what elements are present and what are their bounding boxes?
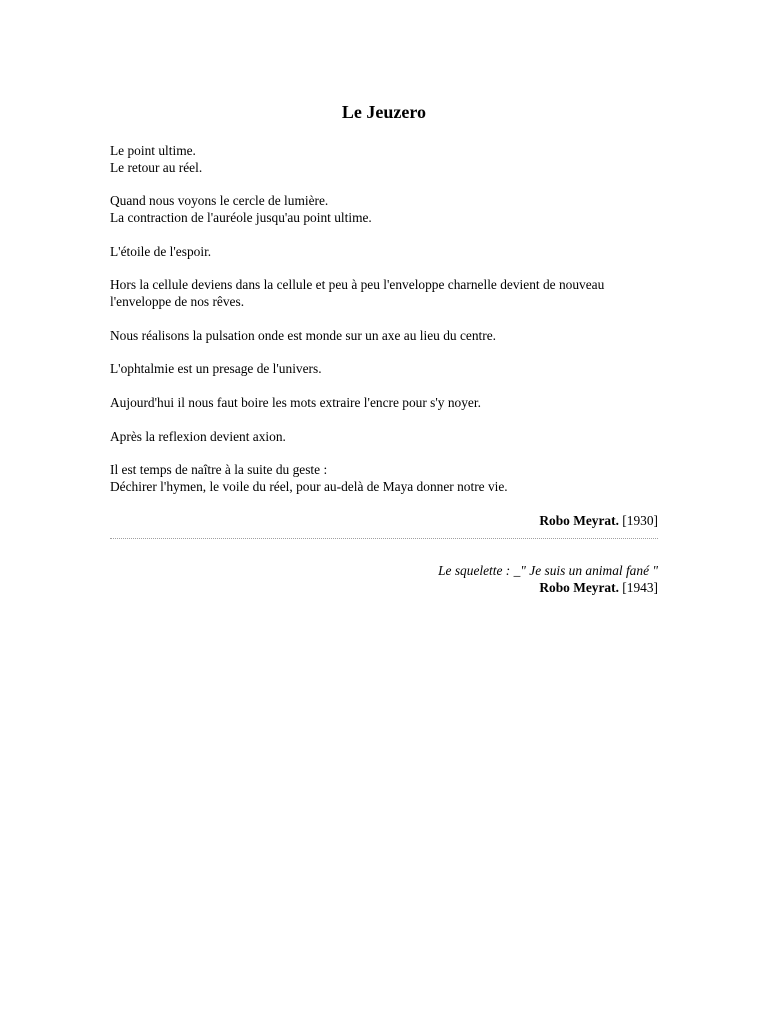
- stanza-1: [110, 143, 658, 177]
- poem-line: L'étoile de l'espoir.: [110, 243, 212, 259]
- poem-title: Le Jeuzero: [341, 102, 427, 122]
- poem-line: Après la reflexion devient axion.: [110, 428, 286, 444]
- stanza-6: [110, 361, 658, 378]
- signature-1930: [110, 513, 658, 530]
- poem-line: Il est temps de naître à la suite du geste :: [110, 462, 328, 478]
- poem-line: Le point ultime.: [110, 143, 196, 158]
- dotted-separator: [110, 538, 658, 539]
- stanza-2: [110, 193, 658, 227]
- closing-quote-block: [110, 563, 658, 597]
- skeleton-quote: Le squelette : _" Je suis un animal fané ": [438, 563, 658, 578]
- stanza-7: [110, 395, 658, 412]
- stanza-8: [110, 429, 658, 446]
- signature-year: [1943]: [622, 579, 658, 595]
- poem-line: Aujourd'hui il nous faut boire les mots extraire l'encre pour s'y noyer.: [110, 394, 481, 410]
- signature-year: [1930]: [622, 513, 658, 528]
- author-name: Robo Meyrat.: [539, 513, 619, 528]
- stanza-9: [110, 462, 658, 496]
- stanza-3: [110, 244, 658, 261]
- poem-line: Le retour au réel.: [110, 159, 203, 175]
- poem-line: La contraction de l'auréole jusqu'au point ultime.: [110, 210, 372, 226]
- poem-body: [110, 143, 658, 513]
- stanza-4: [110, 277, 658, 311]
- stanza-5: [110, 328, 658, 345]
- poem-line: L'ophtalmie est un presage de l'univers.: [110, 361, 322, 377]
- poem-line: Hors la cellule deviens dans la cellule et peu à peu l'enveloppe charnelle devient de nouveau l'enveloppe de nos rêves.: [110, 277, 605, 310]
- author-name: Robo Meyrat.: [539, 579, 619, 595]
- signature-1943: [110, 580, 658, 597]
- poem-line: Nous réalisons la pulsation onde est monde sur un axe au lieu du centre.: [110, 327, 497, 343]
- poem-line: Déchirer l'hymen, le voile du réel, pour au-delà de Maya donner notre vie.: [110, 478, 508, 494]
- poem-line: Quand nous voyons le cercle de lumière.: [110, 193, 329, 209]
